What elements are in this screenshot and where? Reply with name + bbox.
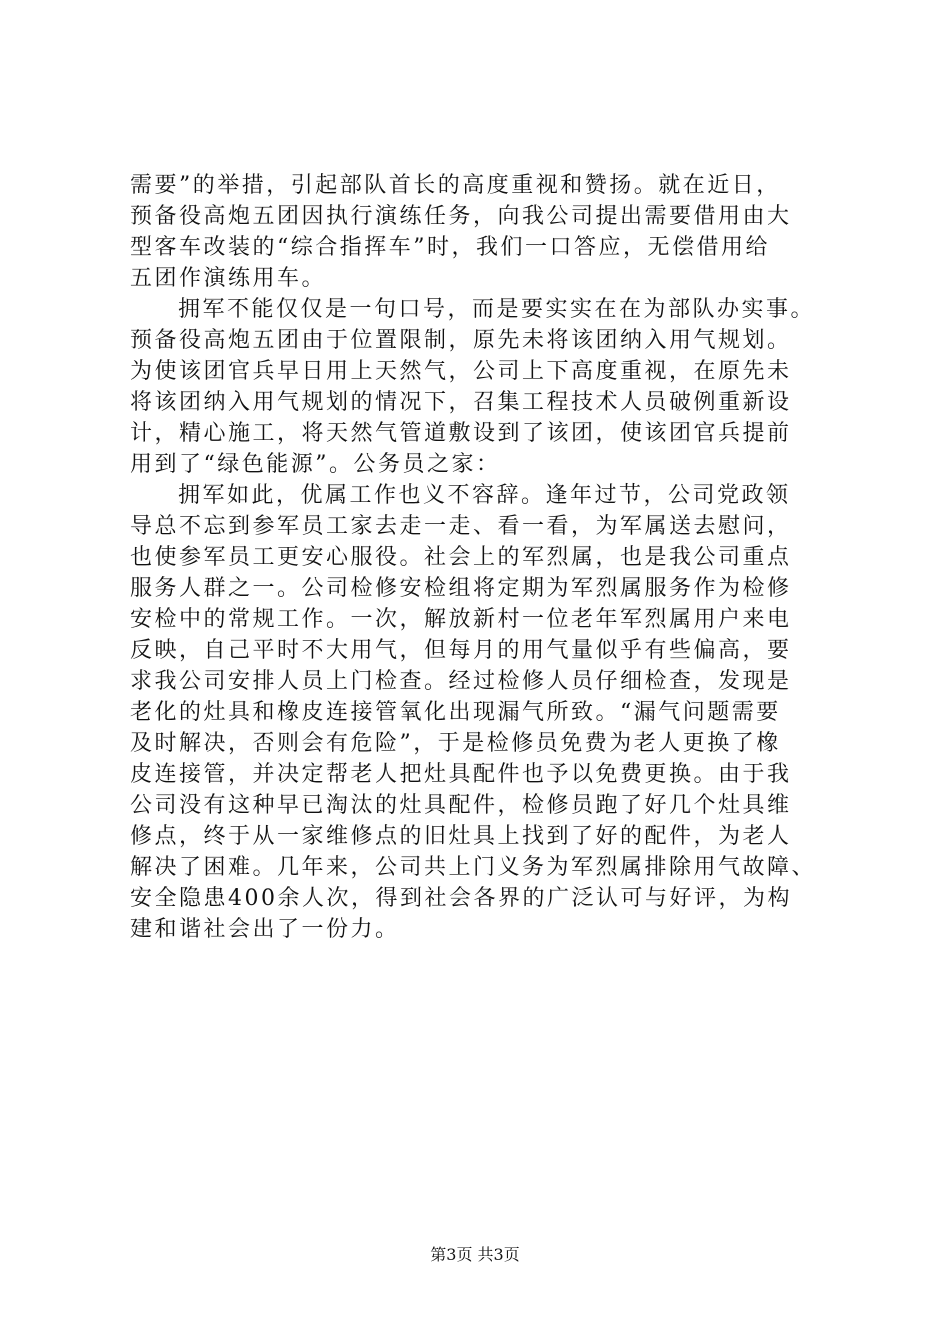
text-line: 预备役高炮五团由于位置限制，原先未将该团纳入用气规划。 xyxy=(130,328,792,353)
text-line: 求我公司安排人员上门检查。经过检修人员仔细检查，发现是 xyxy=(130,669,792,694)
text-line: 将该团纳入用气规划的情况下，召集工程技术人员破例重新设 xyxy=(130,390,792,415)
page-footer: 第3页 共3页 xyxy=(430,1245,520,1264)
paragraph-first-line: 拥军不能仅仅是一句口号，而是要实实在在为部队办实事。 xyxy=(178,297,816,322)
text-line: 安全隐患400余人次，得到社会各界的广泛认可与好评，为构 xyxy=(130,886,792,911)
text-line: 建和谐社会出了一份力。 xyxy=(130,917,400,942)
text-line: 公司没有这种早已淘汰的灶具配件，检修员跑了好几个灶具维 xyxy=(130,793,792,818)
text-line: 服务人群之一。公司检修安检组将定期为军烈属服务作为检修 xyxy=(130,576,792,601)
text-line: 导总不忘到参军员工家去走一走、看一看，为军属送去慰问， xyxy=(130,514,792,539)
text-line: 也使参军员工更安心服役。社会上的军烈属，也是我公司重点 xyxy=(130,545,792,570)
text-line: 型客车改装的“综合指挥车”时，我们一口答应，无偿借用给 xyxy=(130,235,770,260)
paragraph-first-line: 拥军如此，优属工作也义不容辞。逢年过节，公司党政领 xyxy=(178,483,791,508)
text-line: 及时解决，否则会有危险”，于是检修员免费为老人更换了橡 xyxy=(130,731,781,756)
text-line: 需要”的举措，引起部队首长的高度重视和赞扬。就在近日， xyxy=(130,173,781,198)
text-line: 预备役高炮五团因执行演练任务，向我公司提出需要借用由大 xyxy=(130,204,792,229)
text-line: 解决了困难。几年来，公司共上门义务为军烈属排除用气故障、 xyxy=(130,855,817,880)
text-line: 安检中的常规工作。一次，解放新村一位老年军烈属用户来电 xyxy=(130,607,792,632)
text-line: 老化的灶具和橡皮连接管氧化出现漏气所致。“漏气问题需要 xyxy=(130,700,781,725)
text-line: 五团作演练用车。 xyxy=(130,266,327,291)
body-text xyxy=(130,170,826,945)
text-line: 修点，终于从一家维修点的旧灶具上找到了好的配件，为老人 xyxy=(130,824,792,849)
text-line: 反映，自己平时不大用气，但每月的用气量似乎有些偏高，要 xyxy=(130,638,792,663)
text-line: 计，精心施工，将天然气管道敷设到了该团，使该团官兵提前 xyxy=(130,421,792,446)
text-line: 为使该团官兵早日用上天然气，公司上下高度重视，在原先未 xyxy=(130,359,792,384)
text-line: 用到了“绿色能源”。公务员之家： xyxy=(130,452,501,477)
text-line: 皮连接管，并决定帮老人把灶具配件也予以免费更换。由于我 xyxy=(130,762,792,787)
